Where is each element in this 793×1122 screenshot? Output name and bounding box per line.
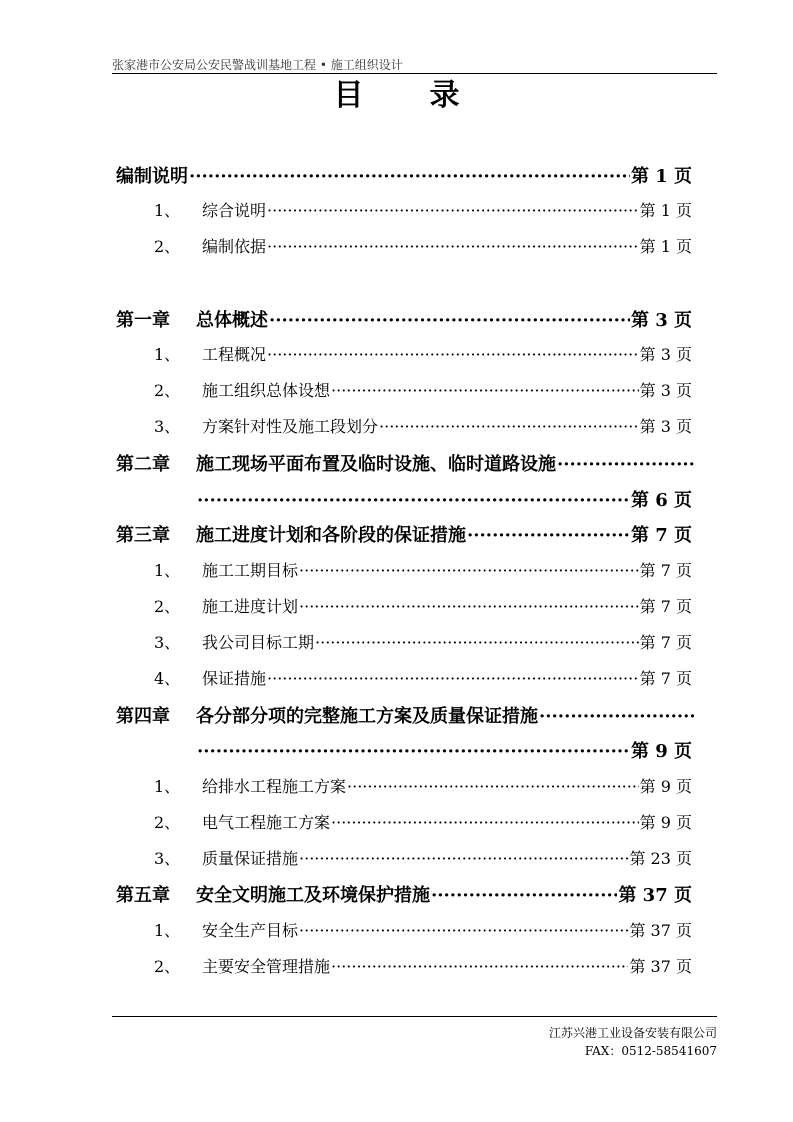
toc-entry-page: 第 7 页	[639, 633, 692, 652]
toc-entry-number: 2、	[154, 381, 181, 400]
toc-leader-dots	[269, 310, 630, 330]
toc-entry-title: 电气工程施工方案	[202, 813, 331, 832]
toc-leader-dots	[299, 921, 628, 940]
toc-section-entry[interactable]	[154, 378, 692, 402]
toc-entry-page: 第 9 页	[639, 813, 692, 832]
running-header: 张家港市公安局公安民警战训基地工程 • 施工组织设计	[112, 58, 403, 72]
toc-entry-title: 保证措施	[202, 669, 267, 688]
toc-leader-dots	[379, 417, 639, 436]
toc-section-entry[interactable]	[154, 666, 692, 690]
toc-entry-number: 第一章	[116, 310, 170, 330]
toc-leader-dots	[299, 561, 639, 580]
toc-section-entry[interactable]	[154, 810, 692, 834]
toc-section-entry[interactable]	[154, 558, 692, 582]
toc-entry-page: 第 1 页	[630, 166, 692, 186]
toc-entry-number: 2、	[154, 597, 181, 616]
toc-entry-number: 1、	[154, 921, 181, 940]
toc-entry-page: 第 1 页	[639, 201, 692, 220]
toc-section-entry[interactable]	[154, 198, 692, 222]
toc-entry-page: 第 9 页	[630, 741, 692, 761]
toc-entry-number: 第四章	[116, 706, 170, 726]
toc-entry-number: 3、	[154, 417, 181, 436]
toc-entry-number: 1、	[154, 561, 181, 580]
toc-leader-dots	[189, 166, 630, 186]
toc-entry-page: 第 1 页	[639, 237, 692, 256]
toc-entry-page: 第 37 页	[629, 921, 692, 940]
toc-section-entry[interactable]	[154, 630, 692, 654]
toc-entry-title: 我公司目标工期	[202, 633, 315, 652]
toc-entry-number: 3、	[154, 633, 181, 652]
toc-entry-page: 第 3 页	[639, 345, 692, 364]
toc-leader-dots	[467, 525, 630, 545]
toc-entry-page: 第 9 页	[639, 777, 692, 796]
toc-entry-title: 质量保证措施	[202, 849, 299, 868]
toc-section-entry[interactable]	[154, 774, 692, 798]
toc-entry-number: 1、	[154, 201, 181, 220]
page-title: 目录	[333, 78, 526, 113]
toc-entry-title: 安全文明施工及环境保护措施	[196, 885, 430, 905]
toc-chapter-entry[interactable]	[116, 162, 692, 186]
toc-leader-dots	[315, 633, 639, 652]
header-divider	[112, 73, 717, 74]
toc-entry-number: 4、	[154, 669, 181, 688]
toc-chapter-entry[interactable]	[196, 737, 692, 761]
toc-leader-dots	[557, 454, 694, 474]
toc-entry-number: 第五章	[116, 885, 170, 905]
toc-chapter-entry[interactable]	[116, 702, 695, 726]
toc-leader-dots	[267, 345, 639, 364]
toc-entry-title: 各分部分项的完整施工方案及质量保证措施	[196, 706, 538, 726]
toc-entry-page: 第 3 页	[639, 381, 692, 400]
toc-entry-page: 第 7 页	[639, 669, 692, 688]
toc-entry-page: 第 3 页	[630, 310, 692, 330]
footer-company: 江苏兴港工业设备安装有限公司	[548, 1026, 717, 1040]
toc-entry-number: 2、	[154, 237, 181, 256]
toc-leader-dots	[331, 813, 639, 832]
toc-entry-page: 第 7 页	[639, 561, 692, 580]
toc-entry-title: 编制依据	[202, 237, 267, 256]
toc-section-entry[interactable]	[154, 414, 692, 438]
toc-section-entry[interactable]	[154, 234, 692, 258]
toc-entry-page: 第 6 页	[630, 490, 692, 510]
toc-chapter-entry[interactable]	[116, 881, 692, 905]
toc-leader-dots	[347, 777, 639, 796]
toc-entry-page: 第 3 页	[639, 417, 692, 436]
toc-entry-title: 施工现场平面布置及临时设施、临时道路设施	[196, 454, 556, 474]
toc-entry-number: 2、	[154, 813, 181, 832]
toc-section-entry[interactable]	[154, 594, 692, 618]
footer-divider	[112, 1016, 717, 1017]
toc-leader-dots	[267, 669, 639, 688]
toc-leader-dots	[331, 957, 628, 976]
toc-leader-dots	[197, 741, 630, 761]
toc-entry-title: 总体概述	[196, 310, 268, 330]
toc-leader-dots	[431, 885, 617, 905]
footer-fax: FAX：0512-58541607	[584, 1044, 717, 1058]
toc-section-entry[interactable]	[154, 918, 692, 942]
toc-leader-dots	[299, 849, 628, 868]
toc-chapter-entry[interactable]	[196, 486, 692, 510]
toc-entry-title: 施工进度计划	[202, 597, 299, 616]
toc-entry-page: 第 7 页	[639, 597, 692, 616]
toc-entry-title: 方案针对性及施工段划分	[202, 417, 379, 436]
toc-leader-dots	[267, 201, 639, 220]
toc-chapter-entry[interactable]	[116, 306, 692, 330]
toc-entry-title: 给排水工程施工方案	[202, 777, 347, 796]
toc-leader-dots	[267, 237, 639, 256]
toc-entry-number: 1、	[154, 777, 181, 796]
toc-entry-title: 主要安全管理措施	[202, 957, 331, 976]
toc-leader-dots	[539, 706, 694, 726]
toc-section-entry[interactable]	[154, 846, 692, 870]
toc-entry-page: 第 37 页	[629, 957, 692, 976]
toc-entry-number: 3、	[154, 849, 181, 868]
toc-entry-number: 第三章	[116, 525, 170, 545]
toc-entry-title: 施工工期目标	[202, 561, 299, 580]
toc-entry-title: 综合说明	[202, 201, 267, 220]
toc-entry-title: 安全生产目标	[202, 921, 299, 940]
toc-entry-page: 第 7 页	[630, 525, 692, 545]
toc-chapter-entry[interactable]	[116, 521, 692, 545]
toc-entry-title: 工程概况	[202, 345, 267, 364]
toc-section-entry[interactable]	[154, 954, 692, 978]
toc-leader-dots	[299, 597, 639, 616]
toc-entry-number: 2、	[154, 957, 181, 976]
toc-leader-dots	[197, 490, 630, 510]
toc-entry-title: 施工组织总体设想	[202, 381, 331, 400]
toc-entry-number: 第二章	[116, 454, 170, 474]
toc-entry-page: 第 37 页	[618, 885, 692, 905]
toc-section-entry[interactable]	[154, 342, 692, 366]
toc-chapter-entry[interactable]	[116, 450, 695, 474]
toc-entry-title: 施工进度计划和各阶段的保证措施	[196, 525, 466, 545]
toc-entry-title: 编制说明	[116, 166, 188, 186]
toc-leader-dots	[331, 381, 639, 400]
toc-entry-number: 1、	[154, 345, 181, 364]
toc-entry-page: 第 23 页	[629, 849, 692, 868]
